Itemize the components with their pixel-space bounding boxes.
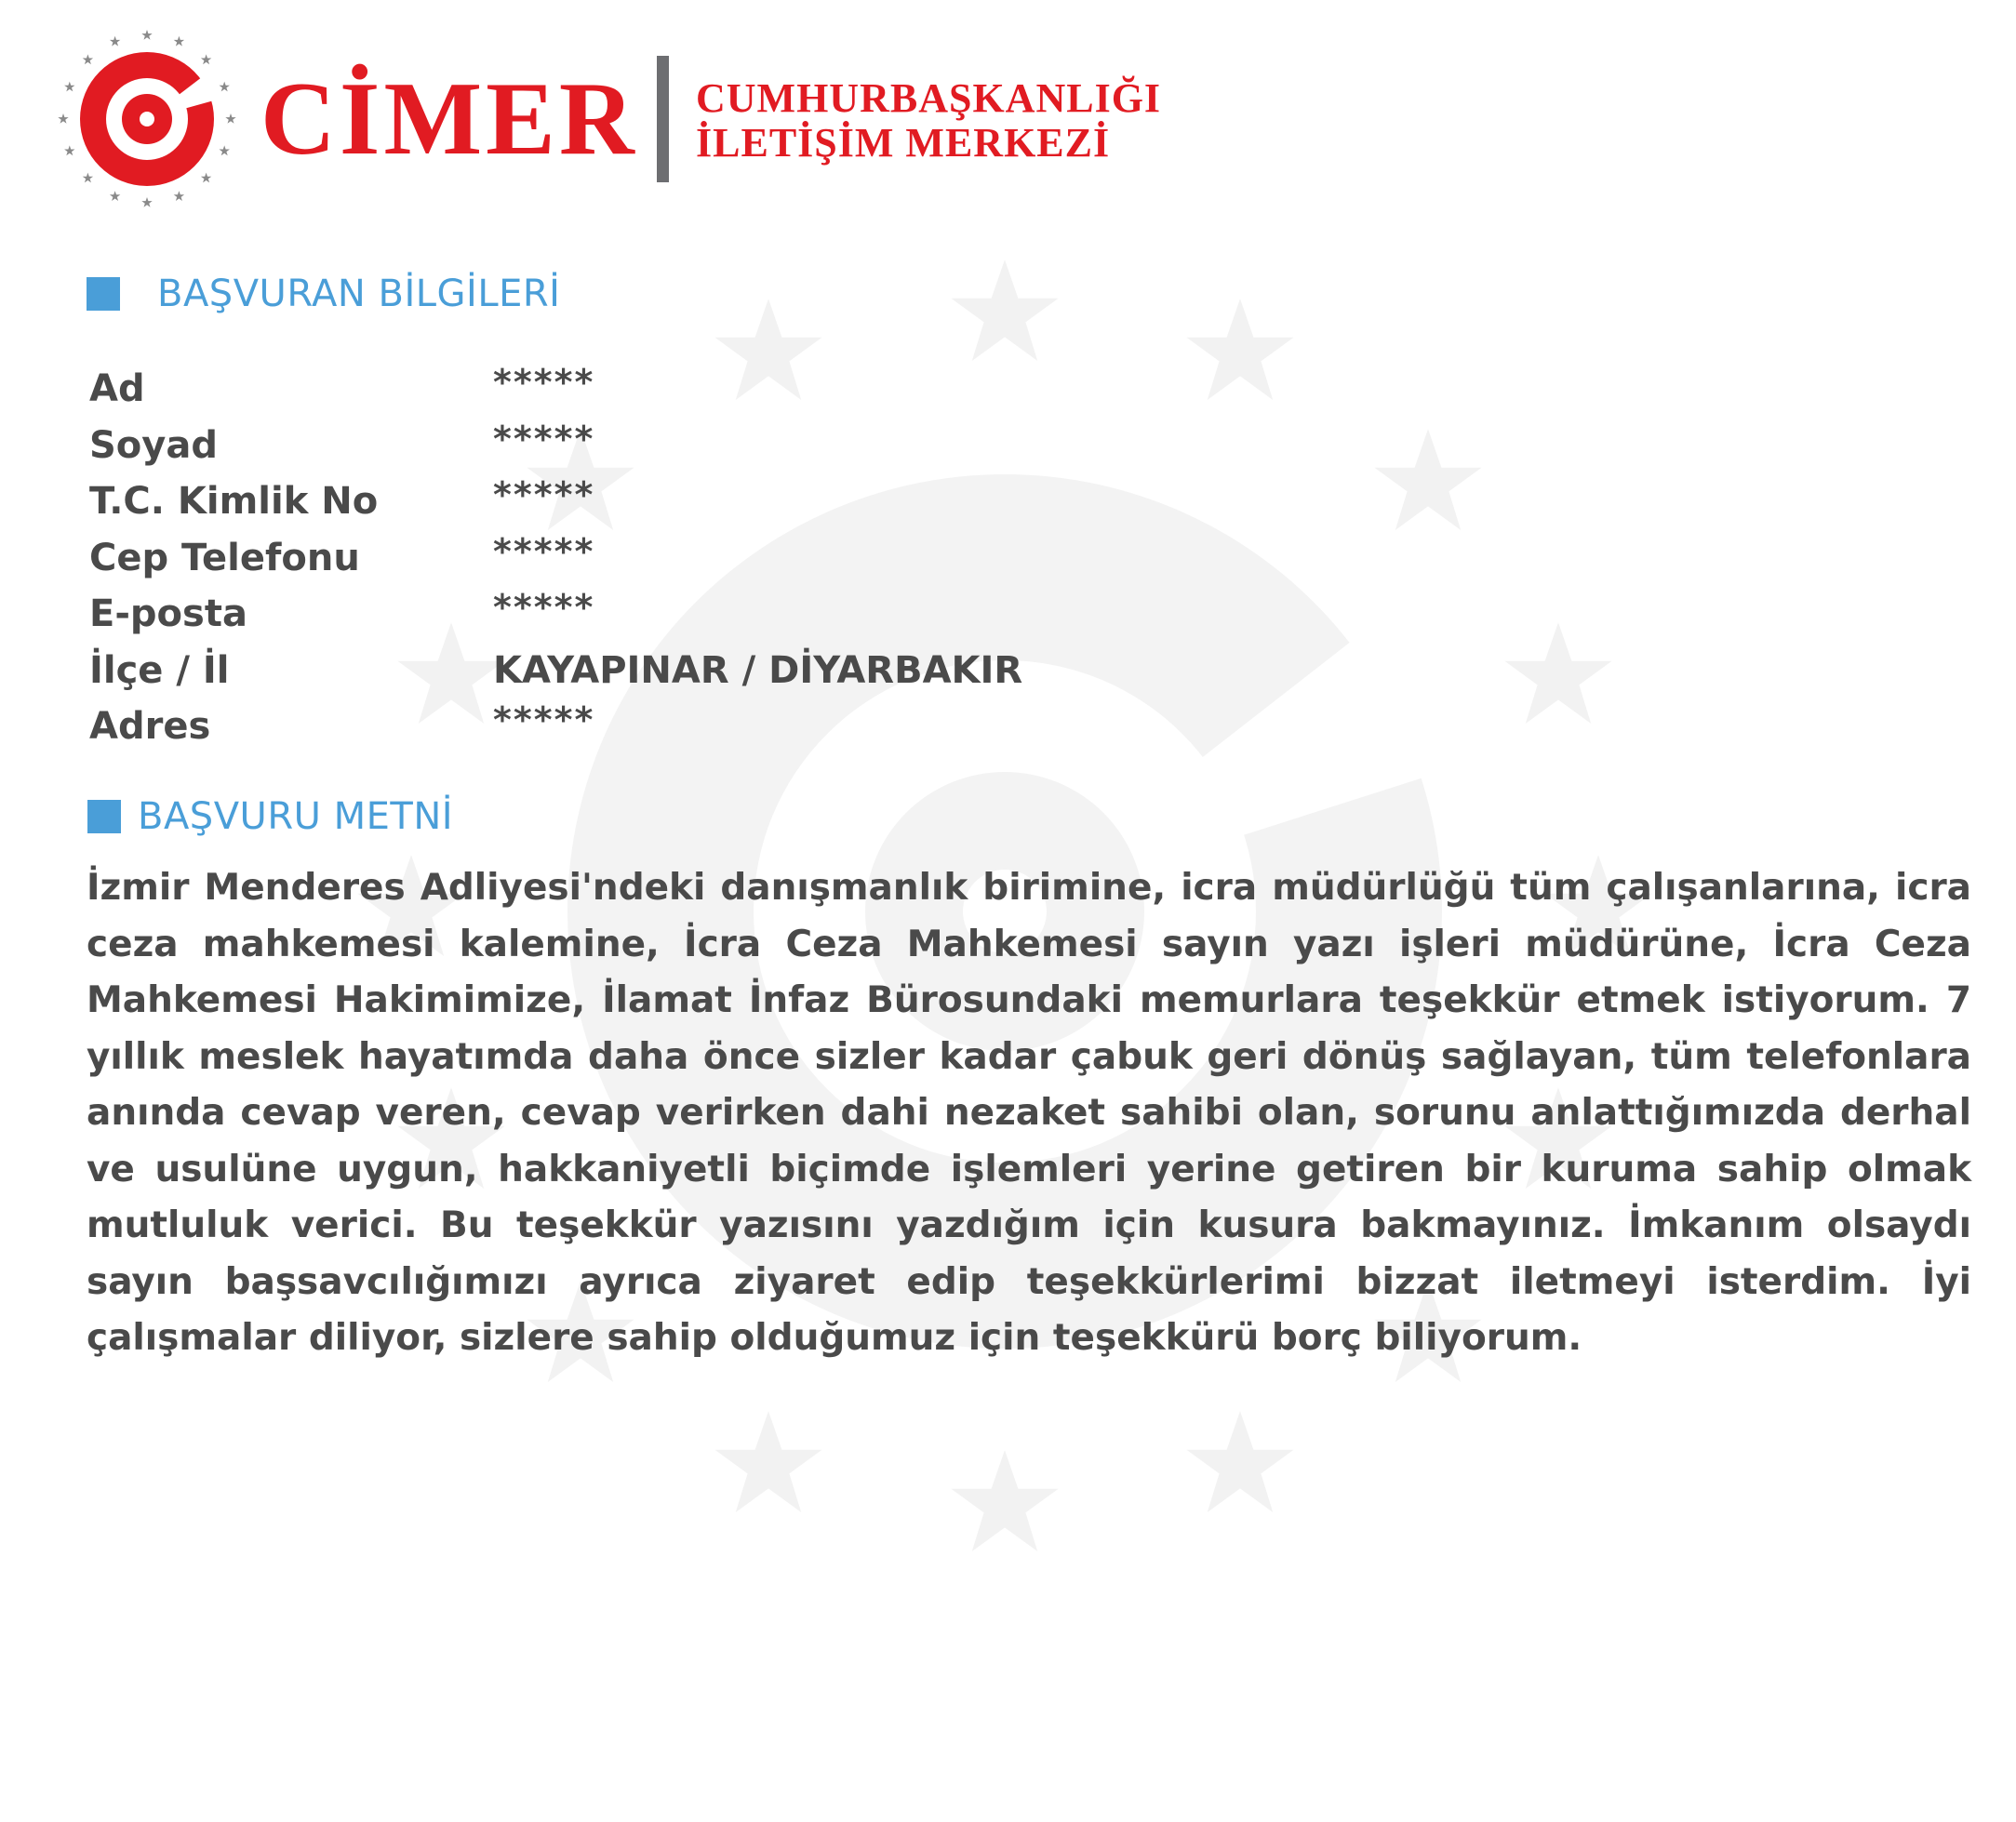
applicant-section-heading [87, 273, 560, 315]
info-label: T.C. Kimlik No [89, 480, 379, 523]
info-label: Cep Telefonu [89, 536, 360, 579]
application-section-title: BAŞVURU METNİ [138, 795, 454, 838]
info-label: İlçe / İl [89, 648, 230, 692]
brand-subtitle [696, 76, 1161, 166]
header [54, 26, 1356, 212]
section-square-icon [87, 800, 121, 833]
application-text: İzmir Menderes Adliyesi'ndeki danışmanlık birimine, icra müdürlüğü tüm çalışanlarına, icra ceza mahkemesi kalemine, İcra Ceza Mahkemesi sayın yazı işleri müdürüne, İcra Ceza Mahkemesi Hakimimize, İlamat İnfaz Bürosundaki memurlara teşekkür etmek istiyorum. 7 yıllık meslek hayatımda daha önce sizler kadar çabuk geri dönüş sağlayan, tüm telefonlara anında cevap veren, cevap verirken dahi nezaket sahibi olan, sorunu anlattığımızda derhal ve usulüne uygun, hakkaniyetli biçimde işlemleri yerine getiren bir kuruma sahip olmak mutluluk verici. Bu teşekkür yazısını yazdığım için kusura bakmayınız. İmkanım olsaydı sayın başsavcılığımızı ayrıca ziyaret edip teşekkürlerimi bizzat iletmeyi isterdim. İyi çalışmalar diliyor, sizlere sahip olduğumuz için teşekkürü borç biliyorum. [87, 867, 1971, 1359]
info-value: ***** [493, 418, 595, 459]
application-section-heading [87, 795, 453, 838]
info-label: E-posta [89, 592, 247, 635]
cimer-logo-emblem [54, 26, 240, 212]
info-value: ***** [493, 474, 595, 515]
info-label: Soyad [89, 423, 218, 467]
section-square-icon [87, 277, 120, 311]
info-label: Adres [89, 705, 211, 748]
brand-subtitle-line1: CUMHURBAŞKANLIĞI [696, 75, 1162, 121]
info-value: ***** [493, 587, 595, 628]
info-value: KAYAPINAR / DİYARBAKIR [493, 648, 1023, 692]
brand-divider [657, 56, 669, 182]
info-value: ***** [493, 530, 595, 572]
info-value: ***** [493, 362, 595, 403]
brand-subtitle-line2: İLETİŞİM MERKEZİ [696, 120, 1111, 166]
brand-title: CİMER [260, 61, 638, 177]
info-value: ***** [493, 699, 595, 740]
applicant-section-title: BAŞVURAN BİLGİLERİ [157, 273, 561, 315]
info-label: Ad [89, 367, 145, 410]
